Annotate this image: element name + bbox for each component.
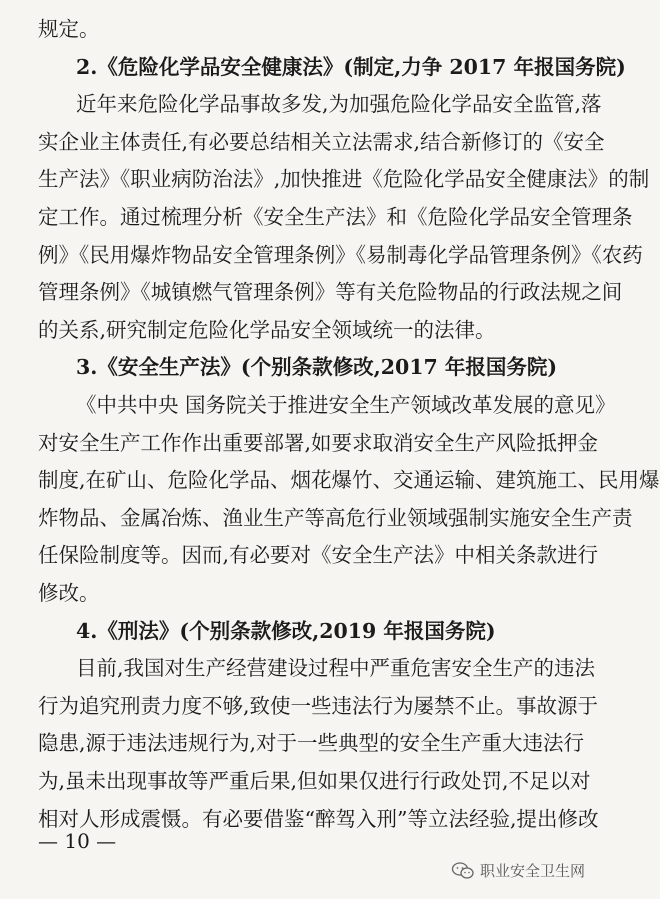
text-line: 管理条例》《城镇燃气管理条例》等有关危险物品的行政法规之间 xyxy=(38,280,623,305)
text-line: 生产法》《职业病防治法》,加快推进《危险化学品安全健康法》的制 xyxy=(38,167,650,192)
text-line: 规定。 xyxy=(38,17,100,41)
text-line: 例》《民用爆炸物品安全管理条例》《易制毒化学品管理条例》《农药 xyxy=(38,242,643,267)
section-heading: 2.《危险化学品安全健康法》(制定,力争 2017 年报国务院) xyxy=(76,54,626,79)
wechat-icon xyxy=(452,862,474,880)
section-heading: 3.《安全生产法》(个别条款修改,2017 年报国务院) xyxy=(76,355,558,380)
text-line: 的关系,研究制定危险化学品安全领域统一的法律。 xyxy=(38,317,496,342)
section-heading: 4.《刑法》(个别条款修改,2019 年报国务院) xyxy=(76,618,496,643)
text-line: 目前,我国对生产经营建设过程中严重危害安全生产的违法 xyxy=(76,656,596,681)
text-line: 《中共中央 国务院关于推进安全生产领域改革发展的意见》 xyxy=(76,393,616,417)
watermark-text: 职业安全卫生网 xyxy=(479,862,585,880)
text-line: 对安全生产工作作出重要部署,如要求取消安全生产风险抵押金 xyxy=(38,430,599,455)
text-line: 为,虽未出现事故等严重后果,但如果仅进行行政处罚,不足以对 xyxy=(38,769,591,793)
page-number: — 10 — xyxy=(38,829,117,853)
text-line: 修改。 xyxy=(38,581,100,605)
text-line: 制度,在矿山、危险化学品、烟花爆竹、交通运输、建筑施工、民用爆 xyxy=(38,468,660,493)
text-line: 隐患,源于违法违规行为,对于一些典型的安全生产重大违法行 xyxy=(38,731,585,756)
watermark xyxy=(452,860,585,881)
text-line: 行为追究刑责力度不够,致使一些违法行为屡禁不止。事故源于 xyxy=(38,693,599,718)
text-line: 任保险制度等。因而,有必要对《安全生产法》中相关条款进行 xyxy=(38,543,599,568)
text-line: 相对人形成震慑。有必要借鉴“醉驾入刑”等立法经验,提出修改 xyxy=(38,806,599,831)
text-line: 实企业主体责任,有必要总结相关立法需求,结合新修订的《安全 xyxy=(38,129,605,154)
text-line: 定工作。通过梳理分析《安全生产法》和《危险化学品安全管理条 xyxy=(38,205,633,229)
text-line: 近年来危险化学品事故多发,为加强危险化学品安全监管,落 xyxy=(76,92,602,117)
text-line: 炸物品、金属冶炼、渔业生产等高危行业领域强制实施安全生产责 xyxy=(38,505,633,530)
